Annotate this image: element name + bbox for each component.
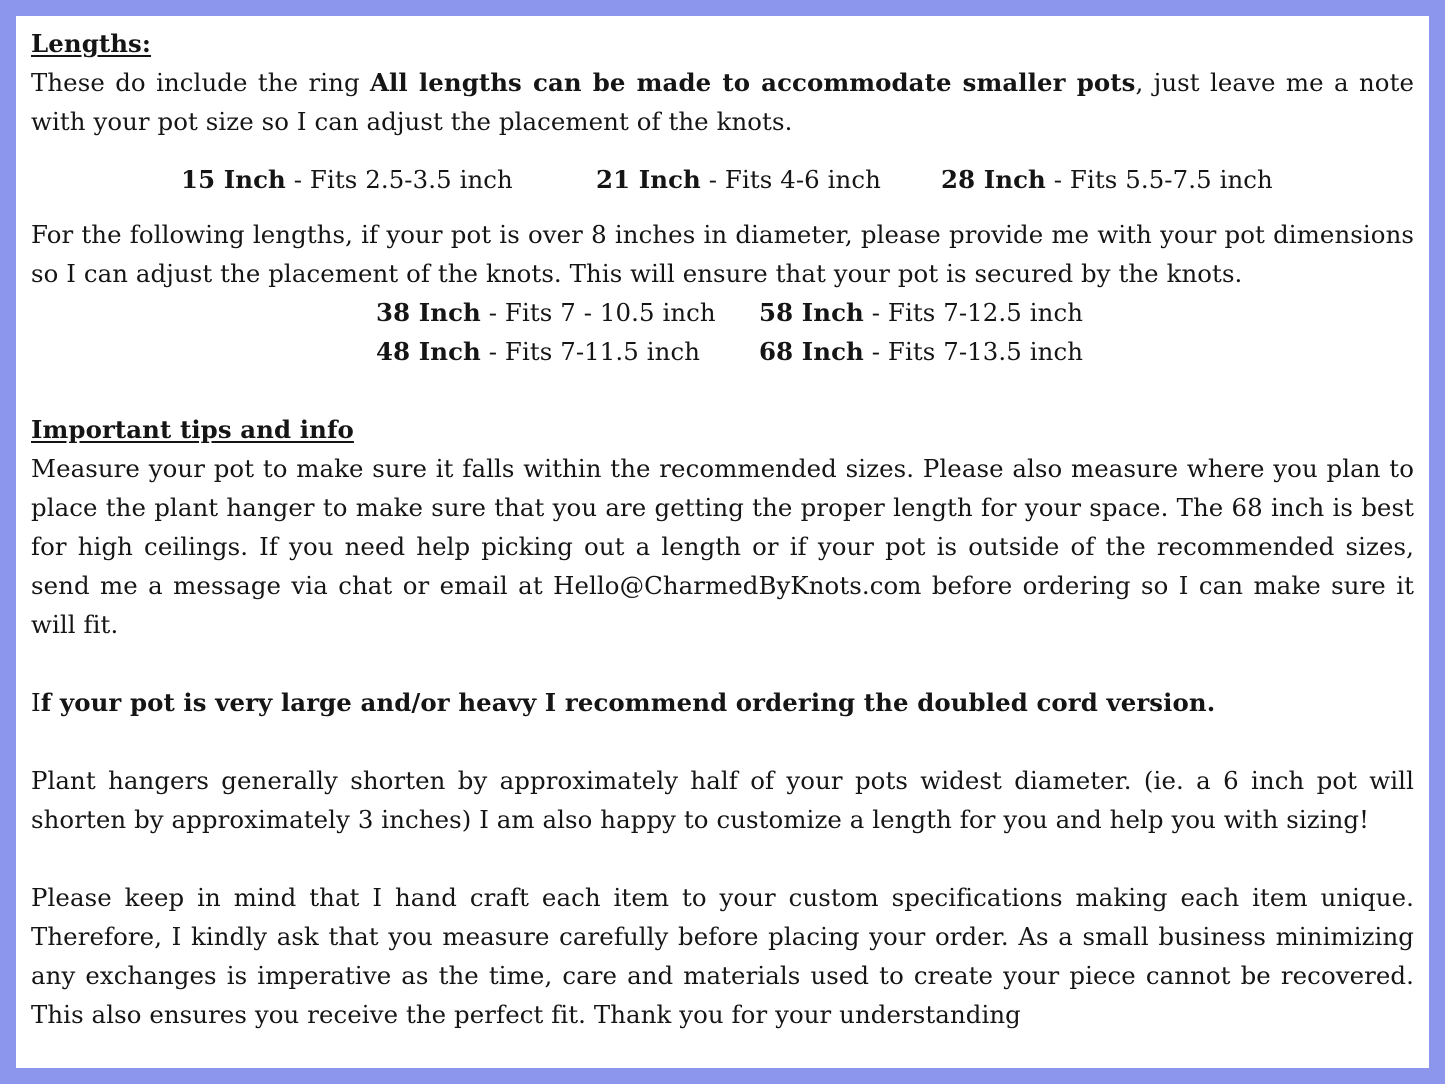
lengths-intro-bold: All lengths can be made to accommodate smaller pots [370,68,1136,97]
size-28-inch [941,160,1273,199]
size-15-inch [181,160,513,199]
size-48-inch [376,332,700,371]
size-length: 38 Inch [376,298,481,327]
measure-paragraph: Measure your pot to make sure it falls within the recommended sizes. Please also measure where you plan to place the plant hanger to make sure that you are getting the proper length for your space. The 68 inch is best for high ceilings. If you need help picking out a length or if your pot is outside of the recommended sizes, send me a message via chat or email at Hello@CharmedByKnots.com before ordering so I can make sure it will fit. [31,454,1414,639]
lengths-intro-rest: , just leave me a note with your pot size so I can adjust the placement of the knots. [31,68,1415,136]
size-length: 21 Inch [596,165,701,194]
lengths-intro-plain: These do include the ring [31,68,371,97]
size-length: 48 Inch [376,337,481,366]
size-68-inch [759,332,1083,371]
size-fit: - Fits 5.5-7.5 inch [1045,165,1273,194]
small-sizes-row [31,160,1414,199]
large-sizes-grid [31,293,1414,371]
large-sizes-note: For the following lengths, if your pot is over 8 inches in diameter, please provide me with your pot dimensions so I can adjust the placement of the knots. This will ensure that your pot is secured by the knots. [31,220,1414,288]
size-fit: - Fits 7-13.5 inch [863,337,1084,366]
shorten-paragraph: Plant hangers generally shorten by approximately half of your pots widest diameter. (ie. a 6 inch pot will shorten by approximately 3 inches) I am also happy to customize a length for you and help you with sizing! [31,766,1414,834]
policy-paragraph: Please keep in mind that I hand craft each item to your custom specifications making each item unique. Therefore, I kindly ask that you measure carefully before placing your order. As a small business minimizing any exchanges is imperative as the time, care and materials used to create your piece cannot be recovered. This also ensures you receive the perfect fit. Thank you for your understanding [31,883,1414,1029]
lengths-heading: Lengths: [31,29,151,58]
size-21-inch [596,160,881,199]
size-length: 58 Inch [759,298,864,327]
size-58-inch [759,293,1083,332]
tips-heading: Important tips and info [31,415,354,444]
size-length: 15 Inch [181,165,286,194]
size-fit: - Fits 4-6 inch [700,165,881,194]
heavy-pot-note [31,683,1414,722]
size-fit: - Fits 7-12.5 inch [863,298,1084,327]
heavy-pot-bold: f your pot is very large and/or heavy I recommend ordering the doubled cord version. [40,688,1216,717]
size-length: 68 Inch [759,337,864,366]
size-38-inch [376,293,716,332]
lengths-intro [31,63,1414,141]
size-fit: - Fits 2.5-3.5 inch [285,165,513,194]
size-fit: - Fits 7 - 10.5 inch [480,298,716,327]
size-fit: - Fits 7-11.5 inch [480,337,701,366]
heavy-pot-first-letter: I [31,688,41,717]
size-length: 28 Inch [941,165,1046,194]
info-sheet [16,16,1429,1068]
